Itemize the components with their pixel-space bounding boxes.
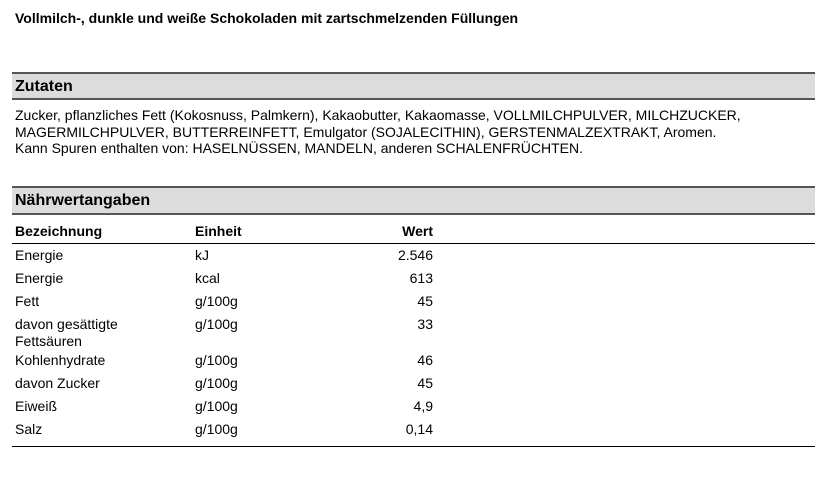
nutrient-name <box>12 290 195 313</box>
nutrient-name-line: Energie <box>15 270 64 286</box>
column-header-unit: Einheit <box>195 223 242 240</box>
column-header-name: Bezeichnung <box>15 223 103 240</box>
nutrient-name <box>12 372 195 395</box>
nutrient-name-line: Fett <box>15 293 40 309</box>
ingredients-text <box>15 107 810 157</box>
product-title: Vollmilch-, dunkle und weiße Schokoladen mit zartschmelzenden Füllungen <box>15 10 519 26</box>
nutrient-name-line: Energie <box>15 247 64 263</box>
nutrient-name-line: Fettsäuren <box>15 332 82 349</box>
nutrient-name-line: Salz <box>15 421 43 437</box>
nutrient-value: 0,14 <box>405 421 433 437</box>
table-row <box>12 244 815 268</box>
table-bottom-divider <box>12 446 815 447</box>
nutrient-name <box>12 313 195 349</box>
nutrient-name-line: Eiweiß <box>15 398 58 414</box>
nutrient-value: 46 <box>417 352 433 368</box>
table-row <box>12 267 815 290</box>
nutrition-heading: Nährwertangaben <box>12 186 815 215</box>
nutrient-name <box>12 418 195 441</box>
table-row <box>12 372 815 395</box>
nutrition-table <box>12 220 815 441</box>
nutrient-name <box>12 267 195 290</box>
ingredients-line: MAGERMILCHPULVER, BUTTERREINFETT, Emulgator (SOJALECITHIN), GERSTENMALZEXTRAKT, Aromen. <box>15 123 717 140</box>
nutrient-name <box>12 244 195 268</box>
column-header-spacer <box>433 220 815 244</box>
table-row <box>12 418 815 441</box>
nutrient-value: 4,9 <box>413 398 433 414</box>
nutrient-name-line: davon Zucker <box>15 375 100 391</box>
nutrient-unit: g/100g <box>195 316 238 332</box>
table-row <box>12 349 815 372</box>
table-row <box>12 290 815 313</box>
allergen-trace-line: Kann Spuren enthalten von: HASELNÜSSEN, MANDELN, anderen SCHALENFRÜCHTEN. <box>15 140 584 156</box>
table-row <box>12 313 815 349</box>
nutrient-unit: g/100g <box>195 352 238 368</box>
nutrient-unit: kcal <box>195 270 220 286</box>
nutrient-name-line: Kohlenhydrate <box>15 352 106 368</box>
nutrient-name-line: davon gesättigte <box>15 316 118 332</box>
nutrient-value: 2.546 <box>397 247 433 263</box>
nutrient-value: 45 <box>417 293 433 309</box>
nutrient-value: 33 <box>417 316 433 332</box>
table-header-row <box>12 220 815 244</box>
nutrient-name <box>12 349 195 372</box>
nutrient-value: 45 <box>417 375 433 391</box>
nutrient-name <box>12 395 195 418</box>
table-row <box>12 395 815 418</box>
nutrient-unit: g/100g <box>195 398 238 414</box>
nutrient-unit: g/100g <box>195 421 238 437</box>
nutrient-value: 613 <box>409 270 433 286</box>
nutrient-unit: g/100g <box>195 375 238 391</box>
ingredients-heading: Zutaten <box>12 72 815 100</box>
nutrient-unit: kJ <box>195 247 209 263</box>
column-header-value: Wert <box>402 223 433 240</box>
ingredients-line: Zucker, pflanzliches Fett (Kokosnuss, Palmkern), Kakaobutter, Kakaomasse, VOLLMILCHPULVER, MILCHZUCKER, <box>15 107 741 123</box>
nutrient-unit: g/100g <box>195 293 238 309</box>
